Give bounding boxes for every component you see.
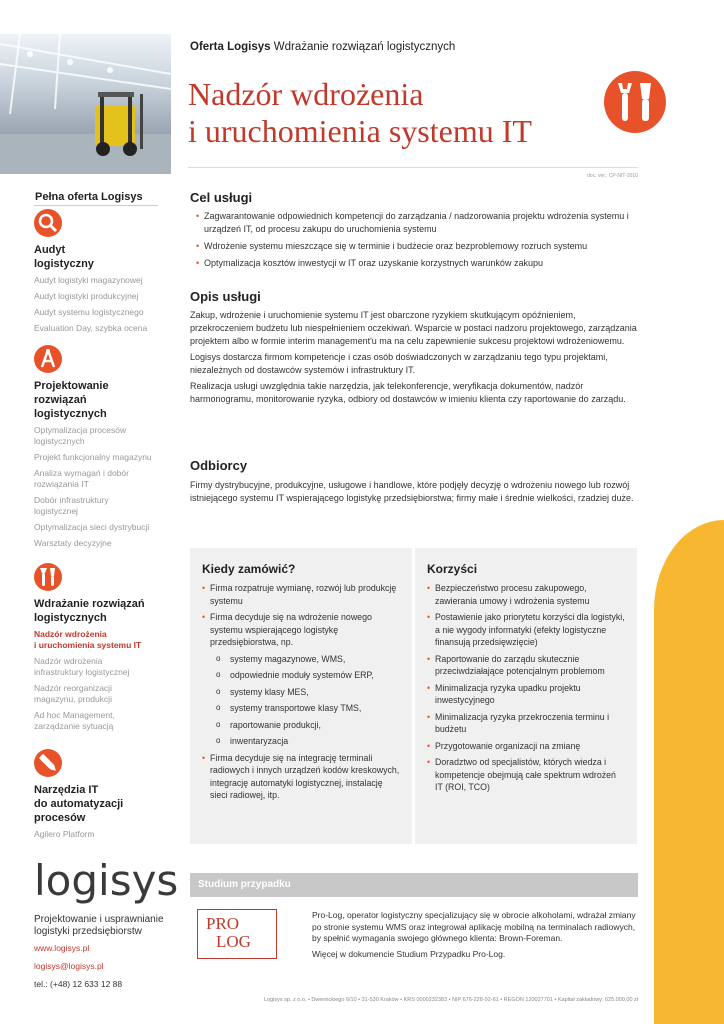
- sidebar-link[interactable]: infrastruktury logistycznej: [34, 667, 130, 677]
- kiedy-list: [190, 582, 412, 802]
- sidebar-section-wdrazanie: [34, 563, 166, 737]
- sidebar-link[interactable]: Audyt logistyki produkcyjnej: [34, 291, 139, 301]
- sidebar-link[interactable]: Nadzór reorganizacji: [34, 683, 112, 693]
- sidebar-link[interactable]: Audyt logistyki magazynowej: [34, 275, 143, 285]
- sub-item: o systemy transportowe klasy TMS,: [202, 702, 400, 715]
- sidebar-link-active[interactable]: i uruchomienia systemu IT: [34, 640, 142, 650]
- list-item: • Optymalizacja kosztów inwestycji w IT oraz uzyskanie korzystnych warunków zakupu: [196, 257, 636, 270]
- prolog-logo-line: LOG: [216, 932, 251, 951]
- page-title: [188, 76, 532, 150]
- case-study-text: [312, 910, 642, 960]
- sidebar-link[interactable]: Optymalizacja sieci dystrybucji: [34, 522, 150, 532]
- paragraph: Zakup, wdrożenie i uruchomienie systemu IT jest obarczone ryzykiem skutkującym opóźnieniem, przekroczeniem budżetu lub niespełnieniem oczekiwań. Wsparcie w postaci nadzoru projektowego, zarządzania projektem albo w formie interim management'u ma na celu zapewnienie sukcesu projektowi wdrożeniowemu.: [190, 310, 637, 346]
- title-line-1: Nadzór wdrożenia: [188, 76, 424, 112]
- sidebar-link[interactable]: Agilero Platform: [34, 829, 95, 839]
- sidebar-section-narzedzia: [34, 749, 166, 845]
- phone: tel.: (+48) 12 633 12 88: [34, 979, 123, 989]
- tools-icon: [34, 563, 62, 591]
- magnifier-icon: [34, 209, 62, 237]
- list-item: • Postawienie jako priorytetu korzyści dla logistyki, a nie wygody informatyki (efekty logistyczne finansują przedsięwzięcie): [427, 611, 625, 649]
- sub-item: o odpowiednie moduły systemów ERP,: [202, 669, 400, 682]
- list-item: • Bezpieczeństwo procesu zakupowego, zawierania umowy i wdrożenia systemu: [427, 582, 625, 607]
- header-divider: [188, 167, 638, 168]
- case-study-heading: Studium przypadku: [190, 873, 638, 897]
- sidebar-link[interactable]: Ad hoc Management,: [34, 710, 115, 720]
- odbiorcy-text: Firmy dystrybucyjne, produkcyjne, usługowe i handlowe, które podjęły decyzję o wdrożeniu nowego lub rozwój istniejącego systemu IT wspierającego logistykę przedsiębiorstwa; firmy małe i średnie wielkości, rzadziej duże.: [190, 480, 634, 503]
- list-item: • Wdrożenie systemu mieszczące się w terminie i budżecie oraz bezproblemowy rozruch systemu: [196, 240, 636, 253]
- list-item: • Zagwarantowanie odpowiednich kompetencji do zarządzania / nadzorowania projektu wdrożenia systemu i urządzeń IT, od procesu zakupu do uruchomienia systemu: [196, 210, 636, 236]
- opis-text: [190, 309, 640, 409]
- sidebar-section-projektowanie: [34, 345, 166, 554]
- prolog-logo: [197, 909, 277, 959]
- paragraph: Realizacja usługi uwzględnia takie narzędzia, jak telekonferencje, weryfikacja dokumentów, nadzór harmonogramu, monitorowanie ryzyka, odbiory od dostawców w imieniu klienta czy raportowanie do zarządu.: [190, 381, 626, 404]
- sidebar-section-audyt: [34, 209, 166, 339]
- kiedy-heading: Kiedy zamówić?: [202, 562, 296, 576]
- brand-name: Oferta Logisys: [190, 41, 271, 53]
- sidebar-link[interactable]: Optymalizacja procesów: [34, 425, 127, 435]
- sidebar-link-active[interactable]: Nadzór wdrożenia: [34, 629, 107, 639]
- sidebar-section-title[interactable]: Wdrażanie rozwiązań logistycznych: [34, 598, 145, 624]
- sidebar-link[interactable]: Projekt funkcjonalny magazynu: [34, 452, 152, 462]
- sidebar-link[interactable]: logistycznych: [34, 436, 85, 446]
- sidebar-link[interactable]: Evaluation Day, szybka ocena: [34, 323, 148, 333]
- sidebar-link[interactable]: magazynu, produkcji: [34, 694, 112, 704]
- decorative-yellow-band: [654, 520, 724, 1024]
- paragraph: Logisys dostarcza firmom kompetencje i czas osób doświadczonych w zarządzaniu tego typu projektami, niezależnych od dostawców systemów i infrastruktury IT.: [190, 352, 608, 375]
- korzysci-box: [415, 548, 637, 844]
- sidebar-link[interactable]: Analiza wymagań i dobór: [34, 468, 129, 478]
- title-line-2: i uruchomienia systemu IT: [188, 113, 532, 149]
- sidebar-link[interactable]: Warsztaty decyzyjne: [34, 538, 112, 548]
- sub-item: o systemy klasy MES,: [202, 686, 400, 699]
- list-item: • Firma decyduje się na integrację terminali radiowych i innych urządzeń kodów kreskowych, integrację automatyki logistycznej, instalację sieci radiowej, itp.: [202, 752, 400, 802]
- list-item: • Doradztwo od specjalistów, których wiedza i kompetencje obejmują całe spektrum wdrożeń IT (ROI, TCO): [427, 756, 625, 794]
- list-item: • Firma decyduje się na wdrożenie nowego systemu wspierającego logistykę przedsiębiorstwa, np.: [202, 611, 400, 649]
- list-item: • Minimalizacja ryzyka przekroczenia terminu i budżetu: [427, 711, 625, 736]
- sidebar-heading: Pełna oferta Logisys: [35, 191, 143, 203]
- sidebar-link[interactable]: Audyt systemu logistycznego: [34, 307, 144, 317]
- sub-item: o systemy magazynowe, WMS,: [202, 653, 400, 666]
- sub-item: o raportowanie produkcji,: [202, 719, 400, 732]
- doc-version: doc. ver.: CP-NIT-2010: [587, 173, 638, 179]
- www-link[interactable]: www.logisys.pl: [34, 943, 90, 953]
- logo-tagline: Projektowanie i usprawnianie logistyki przedsiębiorstw: [34, 914, 164, 937]
- wrench-screwdriver-icon: [604, 71, 666, 133]
- list-item: • Przygotowanie organizacji na zmianę: [427, 740, 625, 753]
- list-item: • Minimalizacja ryzyka upadku projektu inwestycyjnego: [427, 682, 625, 707]
- sidebar-link[interactable]: rozwiązania IT: [34, 479, 89, 489]
- cel-heading: Cel usługi: [190, 190, 253, 205]
- opis-heading: Opis usługi: [190, 289, 261, 304]
- odbiorcy-heading: Odbiorcy: [190, 458, 248, 473]
- sidebar-section-title[interactable]: Audyt logistyczny: [34, 244, 94, 270]
- sidebar-section-title[interactable]: Projektowanie rozwiązań logistycznych: [34, 380, 109, 420]
- warehouse-photo: [0, 34, 171, 174]
- korzysci-heading: Korzyści: [427, 562, 478, 576]
- korzysci-list: [415, 582, 637, 794]
- list-item: • Raportowanie do zarządu skutecznie przeciwdziałające potencjalnym problemom: [427, 653, 625, 678]
- email-link[interactable]: logisys@logisys.pl: [34, 961, 104, 971]
- sidebar-divider: [34, 205, 158, 206]
- header-brand: [190, 41, 455, 53]
- prolog-logo-line: PRO: [206, 914, 240, 933]
- sidebar-link[interactable]: logistycznej: [34, 506, 78, 516]
- sidebar-link[interactable]: Nadzór wdrożenia: [34, 656, 103, 666]
- pen-icon: [34, 749, 62, 777]
- footer: Logisys sp. z o.o. • Dwernickiego 6/10 • 31-530 Kraków • KRS 0000232383 • NIP 676-228-92-61 • REGON 120027701 • Kapitał zakładowy: 625.000,00 zł: [263, 997, 638, 1003]
- sub-item: o inwentaryzacja: [202, 735, 400, 748]
- case-more-link[interactable]: Więcej w dokumencie Studium Przypadku Pro-Log.: [312, 948, 506, 959]
- sidebar-section-title[interactable]: Narzędzia IT do automatyzacji procesów: [34, 784, 124, 824]
- kiedy-box: [190, 548, 412, 844]
- paragraph: Pro-Log, operator logistyczny specjalizujący się w obrocie alkoholami, wdrażał zmiany po stronie systemu WMS oraz integrował aplikację mobilną na terminalach radiowych, by spełnić wymagania swojego głównego klienta: Brown-Foreman.: [312, 910, 636, 943]
- compass-icon: [34, 345, 62, 373]
- logisys-logo: logisys: [34, 856, 179, 905]
- cel-list: [196, 210, 636, 274]
- sidebar-link[interactable]: Dobór infrastruktury: [34, 495, 109, 505]
- brand-category: Wdrażanie rozwiązań logistycznych: [273, 41, 456, 53]
- sidebar-link[interactable]: zarządzanie sytuacją: [34, 721, 114, 731]
- list-item: • Firma rozpatruje wymianę, rozwój lub produkcję systemu: [202, 582, 400, 607]
